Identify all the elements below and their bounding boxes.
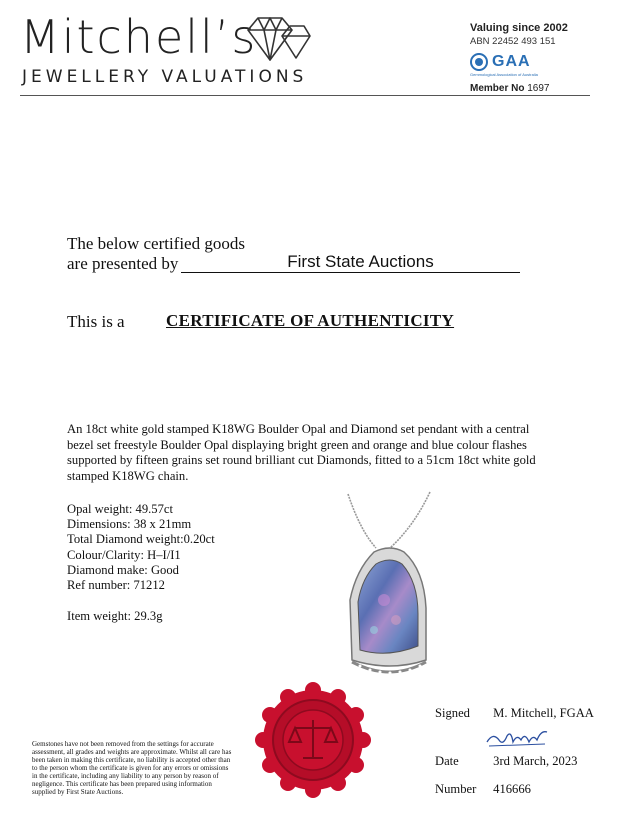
header-credentials — [470, 22, 590, 94]
pendant-photo — [330, 490, 440, 690]
spec-colour-clarity: Colour/Clarity: H–I/I1 — [67, 547, 181, 562]
gaa-tagline: Gemmological Association of Australia — [470, 72, 538, 77]
signed-label: Signed — [435, 706, 470, 720]
number-value: 416666 — [493, 782, 531, 796]
signed-row — [435, 706, 594, 721]
wax-seal — [253, 680, 373, 800]
diamond-icon — [242, 14, 312, 64]
brand-name: Mitchell’s — [20, 10, 258, 64]
number-row — [435, 782, 531, 797]
valuing-since: Valuing since 2002 — [470, 22, 568, 34]
member-value: 1697 — [527, 83, 550, 94]
title-prefix: This is a — [67, 312, 125, 331]
header-divider — [20, 95, 590, 96]
intro-line-1: The below certified goods — [67, 234, 245, 253]
gaa-label: GAA — [492, 53, 531, 70]
presenter-name: First State Auctions — [181, 252, 520, 273]
abn-number: ABN 22452 493 151 — [470, 36, 556, 47]
member-label: Member No — [470, 83, 525, 94]
spec-dimensions: Dimensions: 38 x 21mm — [67, 517, 192, 532]
gaa-seal-icon — [470, 53, 488, 71]
signed-name: M. Mitchell, FGAA — [493, 706, 594, 720]
spec-diamond-make: Diamond make: Good — [67, 562, 179, 577]
spec-ref-number: Ref number: 71212 — [67, 578, 165, 593]
date-value: 3rd March, 2023 — [493, 754, 578, 768]
item-weight: Item weight: 29.3g — [67, 609, 163, 623]
brand-subtitle: JEWELLERY VALUATIONS — [22, 67, 308, 87]
date-row — [435, 754, 577, 769]
item-description: An 18ct white gold stamped K18WG Boulder Opal and Diamond set pendant with a central bezel set freestyle Boulder Opal displaying bright green and orange and blue colour flashes supported by fifteen grains set round brilliant cut Diamonds, fitted to a 51cm 18ct white gold stamped K18WG chain. — [67, 422, 536, 483]
intro-line-2: are presented by — [67, 254, 179, 273]
member-number — [470, 83, 590, 94]
spec-list — [67, 502, 215, 593]
spec-opal-weight: Opal weight: 49.57ct — [67, 502, 173, 516]
disclaimer-text: Gemstones have not been removed from the settings for accurate assessment, all grades and weights are approximate. Whilst all care has been taken in making this certificate, no liability is accepted other than to the person whom the certificate is given for any errors or omissions in the certificate, including any liability to any person by reason of negligence. This certificate has been prepared using information supplied by First State Auctions. — [32, 740, 232, 796]
date-label: Date — [435, 754, 459, 768]
handwritten-signature — [483, 724, 553, 750]
spec-diamond-weight: Total Diamond weight:0.20ct — [67, 532, 215, 547]
number-label: Number — [435, 782, 477, 796]
certificate-title: CERTIFICATE OF AUTHENTICITY — [166, 311, 455, 330]
gaa-logo — [470, 53, 590, 71]
